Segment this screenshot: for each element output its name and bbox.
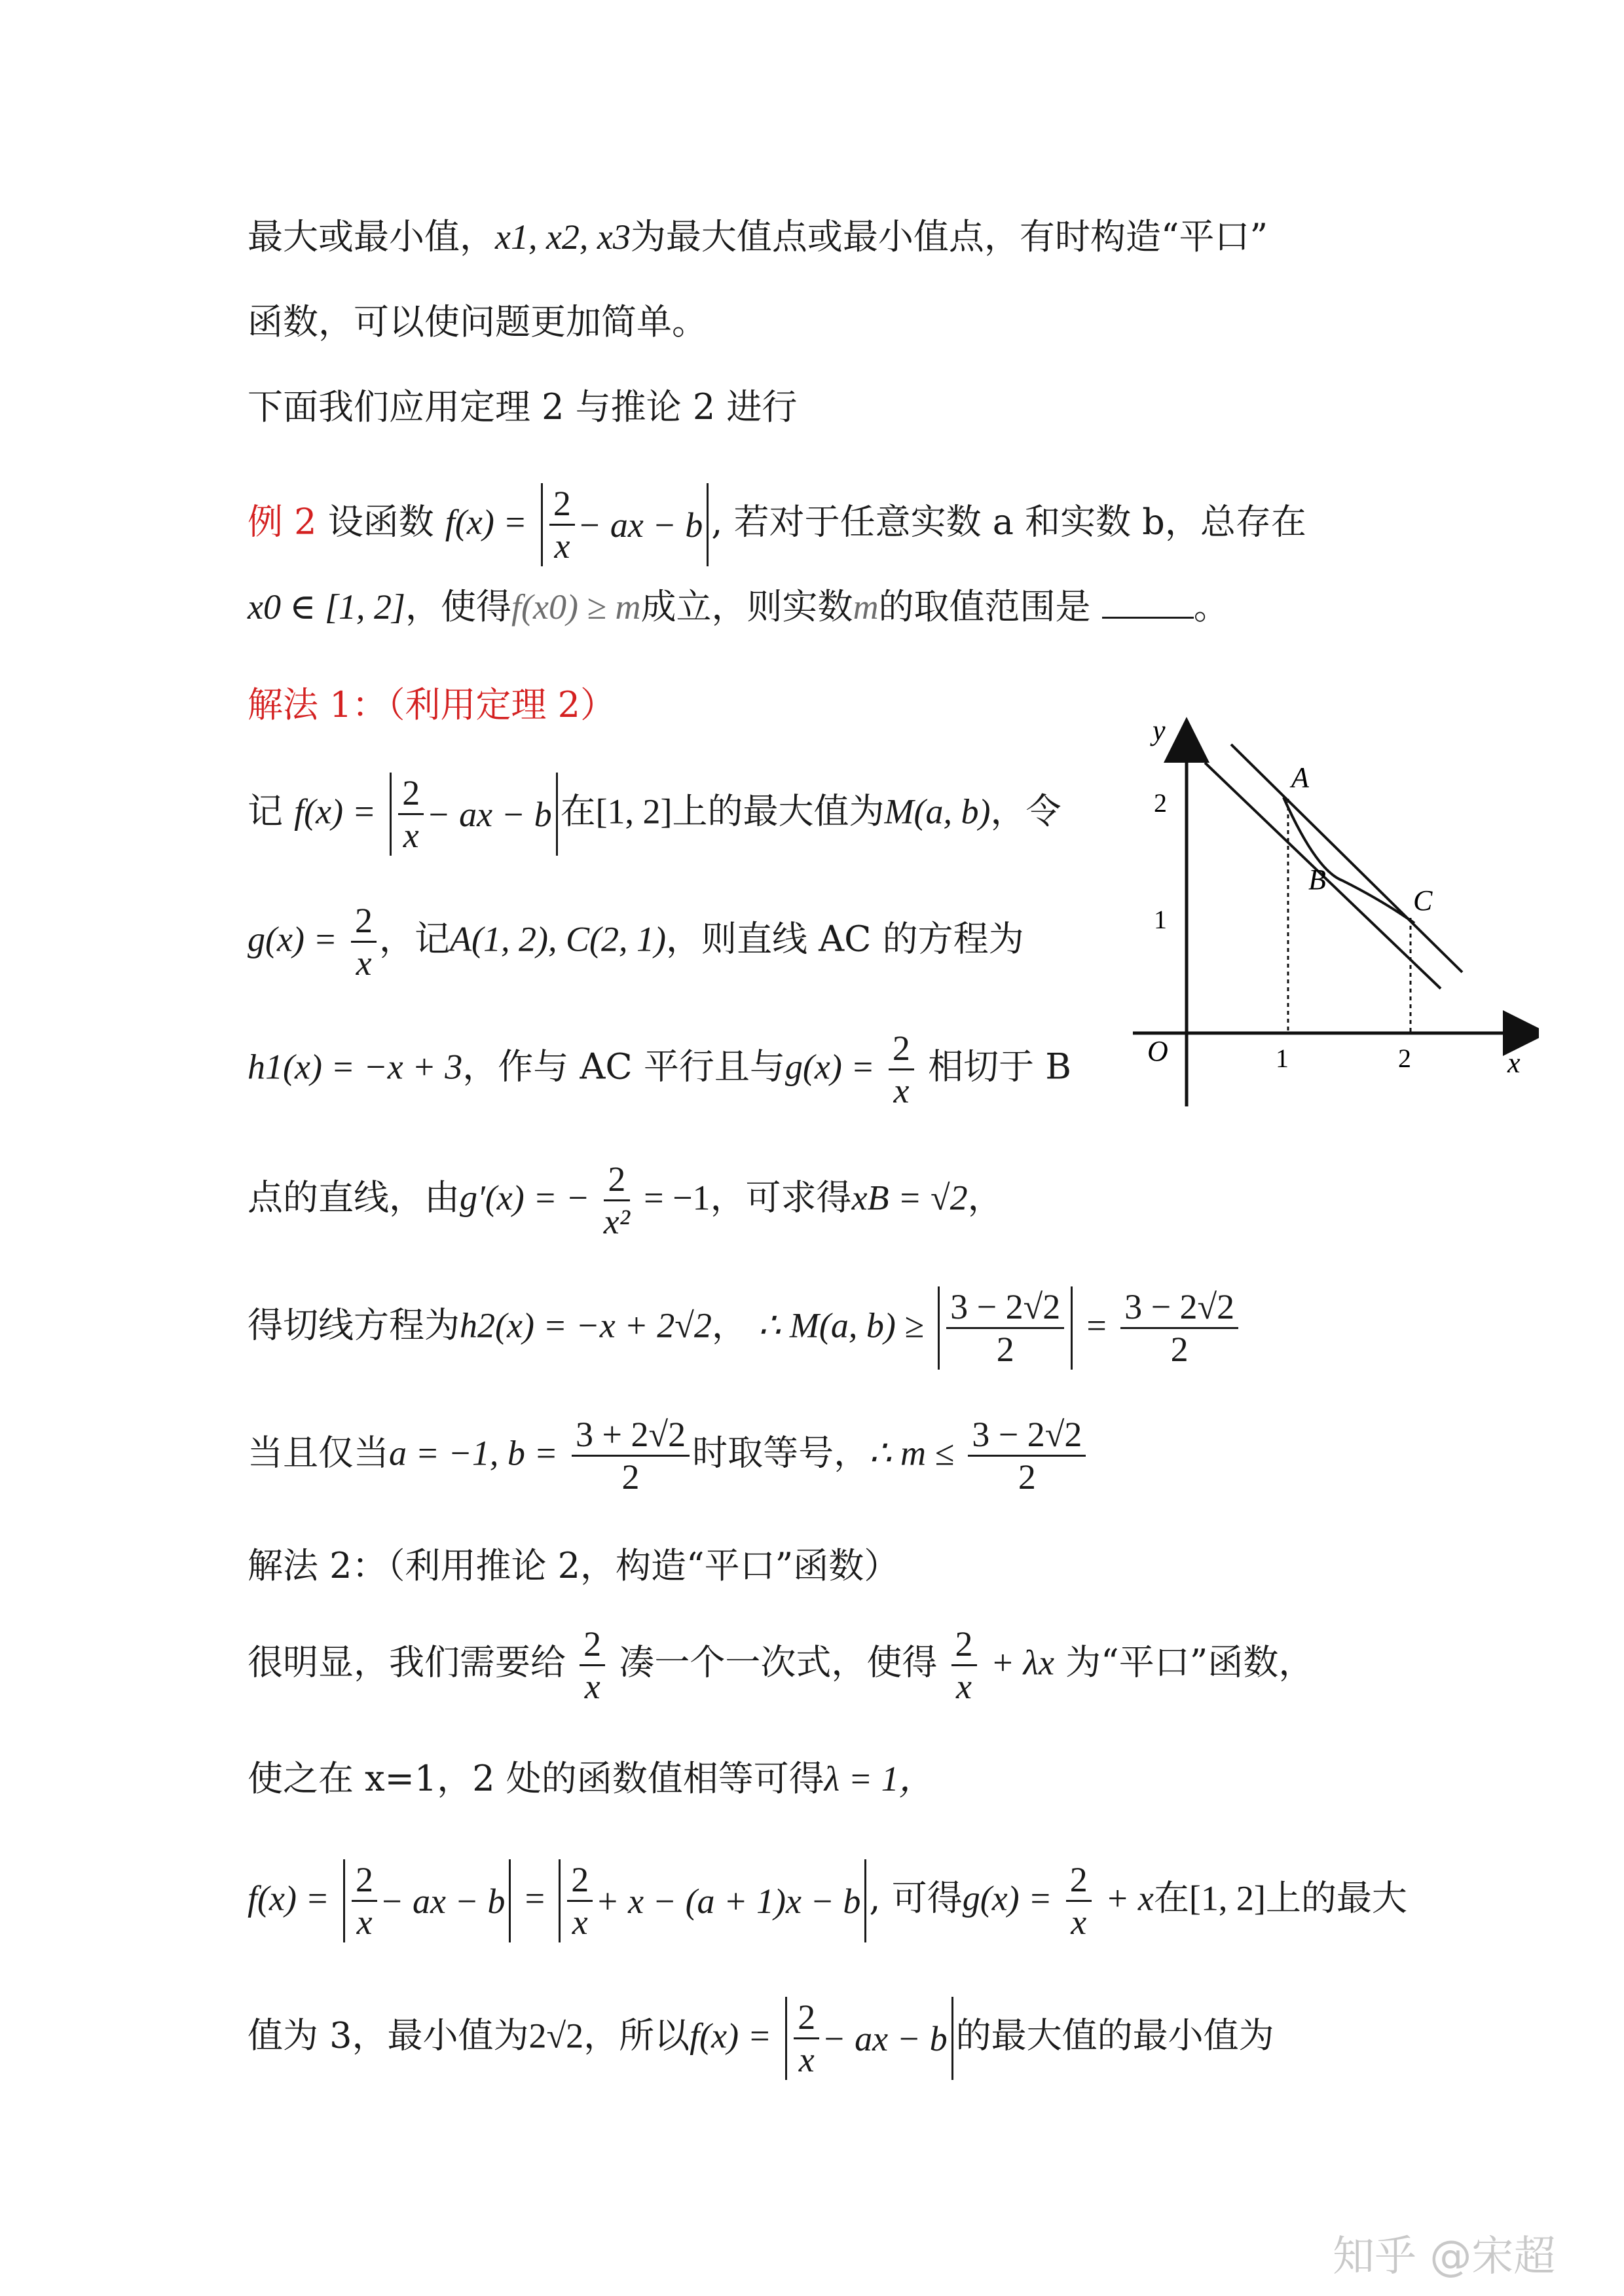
- text: 设函数: [327, 501, 434, 543]
- abs-expression: [541, 483, 709, 566]
- math-fx: f(x) =: [445, 502, 527, 542]
- method2-title: [248, 1545, 900, 1586]
- text: 凑一个一次式，使得: [619, 1641, 938, 1683]
- math-lambda: λ = 1，: [824, 1759, 934, 1798]
- numerator: 2: [398, 773, 424, 815]
- x-axis-label: x: [1507, 1047, 1521, 1079]
- example-line: [248, 483, 1306, 566]
- math-term: − ax − b: [380, 1881, 506, 1921]
- numerator: 2: [351, 900, 377, 943]
- denominator: x: [584, 1667, 600, 1707]
- method1-line-4: [248, 1159, 1003, 1242]
- math-term: + x − (a + 1)x − b: [595, 1881, 861, 1921]
- math-value: 2√2: [528, 2016, 584, 2056]
- abs-expression: [938, 1286, 1073, 1370]
- text: ，可求得: [710, 1176, 852, 1218]
- method2-line-3: [248, 1859, 1407, 1942]
- numerator: 2: [567, 1859, 593, 1902]
- text: ，: [711, 1304, 747, 1346]
- fraction: [794, 1997, 819, 2080]
- math-m: m: [853, 587, 879, 627]
- math-eq: =: [1086, 1305, 1107, 1345]
- fraction: [351, 900, 377, 983]
- line-AC: [1231, 744, 1462, 972]
- numerator: 2: [352, 1859, 377, 1902]
- fraction: [968, 1414, 1086, 1497]
- fraction: [567, 1859, 593, 1942]
- text: , 若对于任意实数 a 和实数 b，总存在: [711, 501, 1306, 543]
- method1-line-6: [248, 1414, 1088, 1497]
- text: 值为 3，最小值为: [248, 2014, 529, 2056]
- text-line-2: [248, 301, 707, 342]
- numerator: 3 − 2√2: [968, 1414, 1086, 1457]
- numerator: 3 + 2√2: [572, 1414, 690, 1457]
- denominator: x: [798, 2040, 815, 2080]
- fraction: [1066, 1859, 1092, 1942]
- abs-expression: [559, 1859, 866, 1942]
- math-term: − ax − b: [822, 2018, 948, 2058]
- math-fx: f(x) =: [690, 2016, 772, 2056]
- denominator: 2: [996, 1330, 1014, 1370]
- math-Mab: M(a, b): [884, 792, 991, 831]
- math-therefore: ∴ m ≤: [869, 1433, 955, 1473]
- fraction: [604, 1159, 630, 1242]
- y-axis-label: y: [1153, 714, 1166, 746]
- text: 函数，可以使问题更加简单。: [248, 301, 707, 342]
- graph-figure: [1107, 714, 1539, 1120]
- denominator: 2: [1170, 1330, 1189, 1370]
- method2-line-4: [248, 1997, 1274, 2080]
- text: 在: [1153, 1877, 1189, 1919]
- point-B-label: B: [1308, 864, 1326, 896]
- abs-expression: [343, 1859, 511, 1942]
- numerator: 3 − 2√2: [946, 1286, 1064, 1329]
- math-h2: h2(x) = −x + 2√2: [460, 1305, 712, 1345]
- text: ，令: [990, 790, 1061, 832]
- denominator: 2: [621, 1457, 640, 1497]
- math-x0: x0 ∈ [1, 2]: [248, 587, 405, 627]
- watermark: 知乎 @宋超: [1333, 2232, 1556, 2281]
- text: 相切于 B: [928, 1046, 1071, 1087]
- math-term: + x: [1105, 1878, 1154, 1918]
- numerator: 2: [794, 1997, 819, 2039]
- fraction: [352, 1859, 377, 1942]
- math-xB: xB = √2: [851, 1178, 968, 1218]
- method1-line-1: [248, 773, 1061, 856]
- abs-expression: [390, 773, 557, 856]
- numerator: 2: [580, 1624, 605, 1666]
- example-line-2: [248, 586, 1229, 627]
- math-term: + λx: [990, 1643, 1054, 1683]
- x-tick-2: 2: [1398, 1044, 1411, 1073]
- fraction: [946, 1286, 1064, 1370]
- math-therefore: ∴ M(a, b) ≥: [758, 1305, 924, 1345]
- numerator: 2: [549, 483, 575, 526]
- fraction: [398, 773, 424, 856]
- y-tick-1: 1: [1154, 905, 1167, 934]
- denominator: x: [554, 526, 570, 566]
- text: 上的最大值为: [672, 790, 885, 832]
- method2-line-2: [248, 1758, 934, 1799]
- numerator: 2: [951, 1624, 977, 1666]
- method1-line-3: [248, 1028, 1071, 1111]
- numerator: 2: [604, 1159, 630, 1201]
- denominator: x: [1071, 1903, 1087, 1942]
- text: 的最大值的最小值为: [955, 2014, 1274, 2056]
- math-term: − ax − b: [426, 794, 552, 834]
- text: ，: [967, 1176, 1003, 1218]
- text: 为最大值点或最小值点，有时构造“平口”: [630, 216, 1268, 257]
- text: 为“平口”函数，: [1065, 1641, 1314, 1683]
- math-fx: f(x) =: [248, 1878, 329, 1918]
- text: 很明显，我们需要给: [248, 1641, 566, 1683]
- fraction: [572, 1414, 690, 1497]
- text: 。: [1193, 586, 1229, 627]
- math-interval: [1, 2]: [1189, 1878, 1266, 1918]
- text: , 可得: [869, 1877, 963, 1919]
- text: 最大或最小值，: [248, 216, 495, 257]
- math-x123: x1, x2, x3: [495, 217, 631, 257]
- text: 当且仅当: [248, 1432, 389, 1474]
- method1-line-5: [248, 1286, 1241, 1370]
- text: 在: [560, 790, 596, 832]
- math-eq: = −1: [644, 1178, 710, 1218]
- text: ，则直线 AC 的方程为: [665, 918, 1024, 960]
- text: 得切线方程为: [248, 1304, 460, 1346]
- math-ab: a = −1, b =: [389, 1433, 558, 1473]
- math-interval: [1, 2]: [595, 792, 673, 831]
- text: 成立，则实数: [640, 586, 853, 627]
- denominator: x: [403, 816, 419, 856]
- math-condition: f(x0) ≥ m: [511, 587, 641, 627]
- denominator: x: [356, 1903, 373, 1942]
- text-line-1: [248, 216, 1268, 257]
- math-gx: g(x) =: [248, 919, 337, 959]
- text: ，所以: [583, 2014, 690, 2056]
- method1-line-2: [248, 900, 1024, 983]
- text: 使之在 x=1，2 处的函数值相等可得: [248, 1758, 824, 1799]
- abs-expression: [785, 1997, 953, 2080]
- fraction: [549, 483, 575, 566]
- denominator: x²: [603, 1202, 630, 1242]
- text: 的取值范围是: [878, 586, 1091, 627]
- text: 下面我们应用定理 2 与推论 2 进行: [248, 386, 798, 428]
- math-eq: =: [525, 1878, 545, 1918]
- math-gx: g(x) =: [784, 1047, 875, 1087]
- denominator: x: [356, 943, 372, 983]
- math-points: A(1, 2), C(2, 1): [450, 919, 666, 959]
- text: ，记: [379, 918, 451, 960]
- fraction: [580, 1624, 605, 1707]
- text: 点的直线，由: [248, 1176, 460, 1218]
- denominator: 2: [1018, 1457, 1036, 1497]
- point-C-label: C: [1413, 884, 1433, 917]
- example-label: 例 2: [248, 501, 317, 543]
- numerator: 2: [1066, 1859, 1092, 1902]
- answer-blank: [1102, 591, 1194, 619]
- math-gx: g(x) =: [962, 1878, 1052, 1918]
- numerator: 2: [889, 1028, 914, 1070]
- denominator: x: [572, 1903, 588, 1942]
- text-line-3: [248, 386, 798, 428]
- text: 解法 1：（利用定理 2）: [248, 684, 616, 725]
- y-tick-2: 2: [1154, 788, 1167, 818]
- math-term: − ax − b: [577, 505, 703, 545]
- method1-title: [248, 684, 616, 725]
- denominator: x: [893, 1071, 910, 1111]
- fraction: [1120, 1286, 1238, 1370]
- text: 记: [248, 790, 283, 832]
- denominator: x: [956, 1667, 972, 1707]
- fraction: [951, 1624, 977, 1707]
- origin-label: O: [1147, 1035, 1168, 1067]
- text: ，作与 AC 平行且与: [462, 1046, 785, 1087]
- text: 时取等号，: [692, 1432, 870, 1474]
- math-gprime: g′(x) = −: [460, 1178, 590, 1218]
- x-tick-1: 1: [1276, 1044, 1289, 1073]
- numerator: 3 − 2√2: [1120, 1286, 1238, 1329]
- text: 上的最大: [1265, 1877, 1407, 1919]
- math-fx: f(x) =: [294, 792, 377, 831]
- method2-line-1: [248, 1624, 1314, 1707]
- point-A-label: A: [1291, 761, 1309, 793]
- text: 解法 2：（利用推论 2，构造“平口”函数）: [248, 1545, 900, 1586]
- fraction: [889, 1028, 914, 1111]
- math-h1: h1(x) = −x + 3: [248, 1047, 463, 1087]
- text: ，使得: [405, 586, 511, 627]
